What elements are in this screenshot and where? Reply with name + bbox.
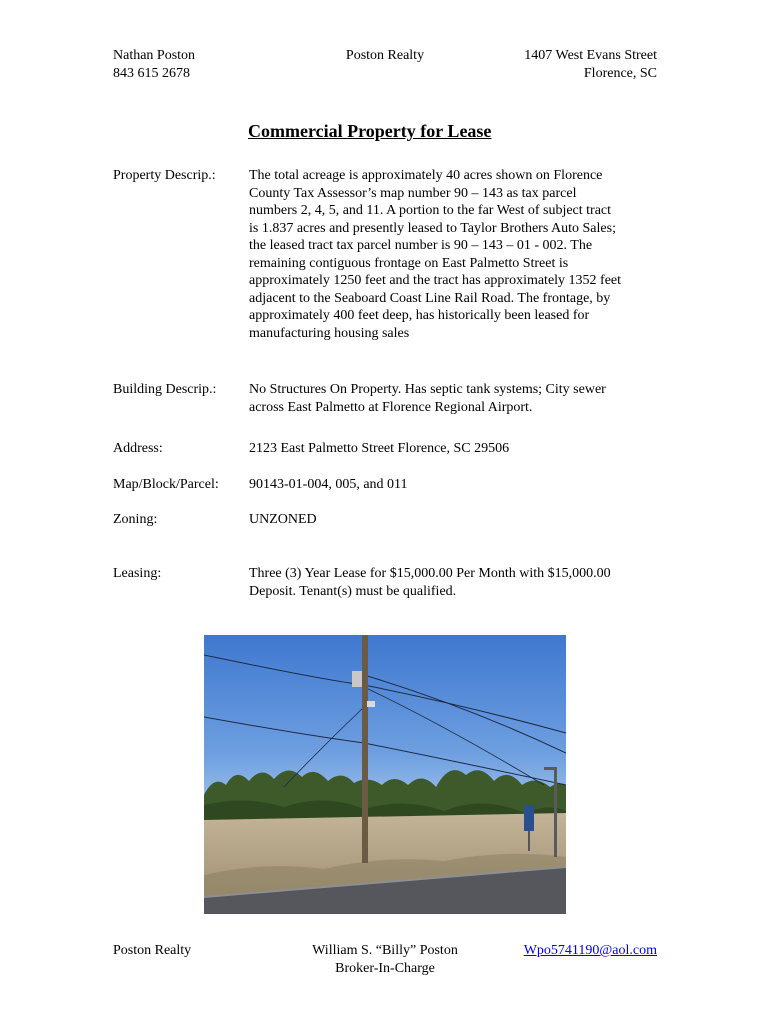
agent-phone: 843 615 2678 (113, 65, 190, 81)
office-city: Florence, SC (583, 65, 657, 81)
road-sign-post (528, 831, 530, 851)
building-line: across East Palmetto at Florence Regional Airport. (249, 399, 533, 415)
leasing-terms (249, 565, 659, 600)
property-line: County Tax Assessor’s map number 90 – 143 as tax parcel (249, 185, 577, 201)
building-description (249, 381, 659, 416)
property-line: approximately 400 feet deep, has historically been leased for (249, 308, 590, 323)
leasing-line: Deposit. Tenant(s) must be qualified. (249, 583, 457, 599)
property-line: the leased tract tax parcel number is 90 – 143 – 01 - 002. The (249, 238, 593, 253)
building-line: No Structures On Property. Has septic tank systems; City sewer (249, 382, 606, 397)
property-line: remaining contiguous frontage on East Palmetto Street is (249, 255, 569, 271)
zoning-value: UNZONED (249, 512, 317, 527)
street-light-pole (554, 767, 557, 857)
leasing-line: Three (3) Year Lease for $15,000.00 Per Month with $15,000.00 (249, 566, 611, 581)
office-address (440, 47, 657, 82)
property-line: adjacent to the Seaboard Coast Line Rail Road. The frontage, by (249, 290, 611, 306)
broker-title: Broker-In-Charge (335, 960, 435, 976)
office-street: 1407 West Evans Street (524, 48, 657, 63)
agent-contact (113, 47, 195, 82)
parcel-label: Map/Block/Parcel: (113, 477, 219, 492)
property-line: is 1.837 acres and presently leased to Taylor Brothers Auto Sales; (249, 220, 616, 236)
footer-broker (285, 942, 485, 977)
property-label: Property Descrip.: (113, 168, 216, 183)
property-photo (204, 635, 566, 914)
agent-name: Nathan Poston (113, 48, 196, 63)
building-label: Building Descrip.: (113, 382, 217, 397)
street-light-arm (544, 767, 556, 770)
parcel-value: 90143-01-004, 005, and 011 (249, 477, 408, 492)
transformer (352, 671, 362, 687)
footer-company: Poston Realty (113, 943, 192, 958)
property-line: The total acreage is approximately 40 acres shown on Florence (249, 168, 603, 183)
zoning-label: Zoning: (113, 512, 158, 527)
pole-fixture (367, 701, 375, 707)
road-sign (524, 805, 534, 831)
address-value: 2123 East Palmetto Street Florence, SC 29506 (249, 441, 510, 456)
utility-pole (362, 635, 368, 863)
company-name: Poston Realty (345, 48, 425, 63)
property-description (249, 167, 659, 342)
page-title: Commercial Property for Lease (248, 121, 492, 141)
address-label: Address: (113, 441, 163, 456)
property-line: numbers 2, 4, 5, and 11. A portion to the far West of subject tract (249, 203, 612, 218)
property-line: manufacturing housing sales (249, 325, 410, 341)
broker-name: William S. “Billy” Poston (312, 943, 458, 958)
property-line: approximately 1250 feet and the tract has approximately 1352 feet (249, 273, 622, 288)
leasing-label: Leasing: (113, 566, 162, 581)
email-link[interactable]: Wpo5741190@aol.com (523, 943, 657, 958)
